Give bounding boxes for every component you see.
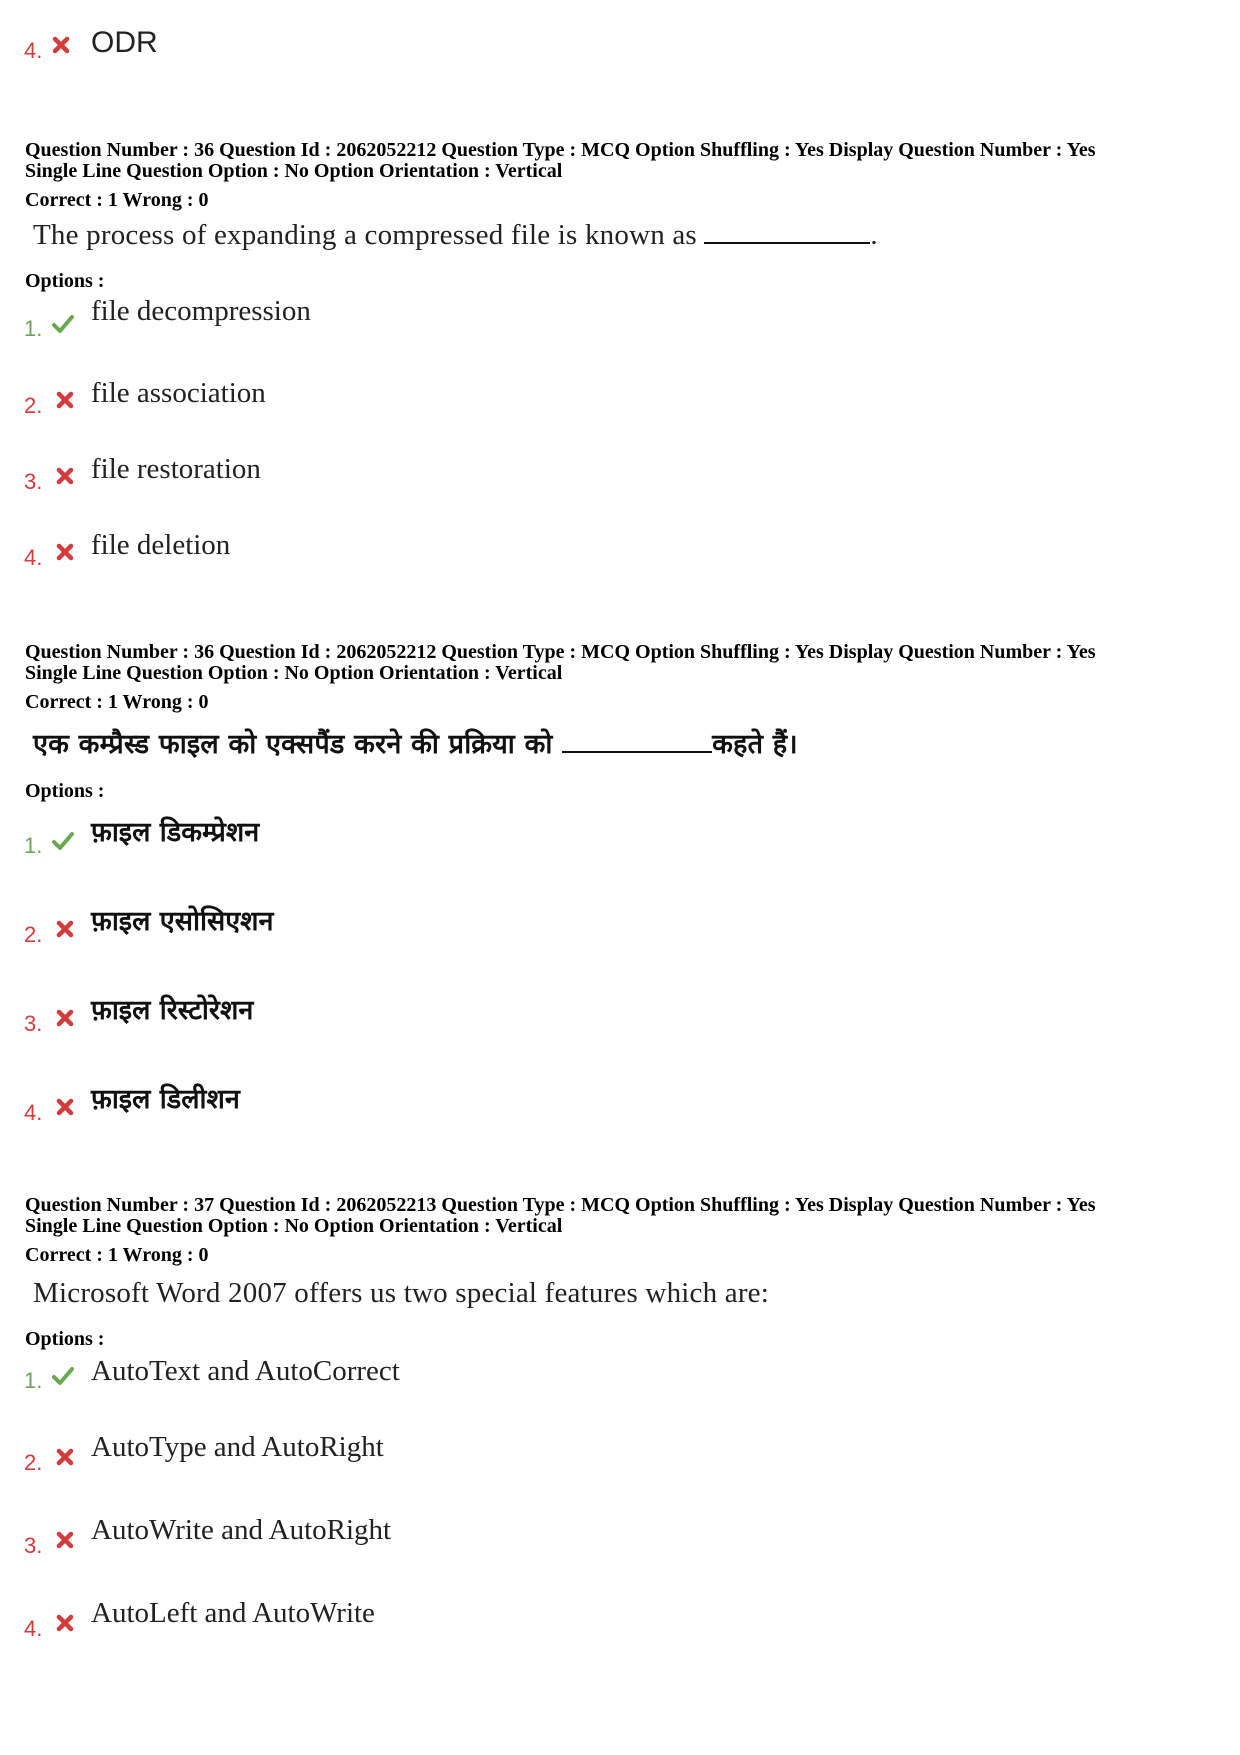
option-text: file association — [91, 377, 266, 409]
question-text-after: . — [870, 219, 878, 251]
question-meta-line1: Question Number : 36 Question Id : 2062052212 Question Type : MCQ Option Shuffling : Yes Display Question Number : Yes — [25, 641, 1096, 663]
option-number: 2. — [24, 393, 43, 418]
question-text-before: The process of expanding a compressed file is known as — [33, 219, 697, 251]
options-label: Options : — [25, 1328, 105, 1350]
option-number: 3. — [24, 1011, 43, 1036]
option-text: file decompression — [91, 295, 311, 327]
question-meta-line2: Single Line Question Option : No Option Orientation : Vertical — [25, 662, 563, 684]
option-text: AutoWrite and AutoRight — [91, 1514, 392, 1546]
option-number: 4. — [24, 1100, 43, 1125]
option-text: ODR — [91, 26, 158, 59]
wrong-cross-icon — [54, 1612, 76, 1634]
option-number: 1. — [24, 833, 43, 858]
question-marks: Correct : 1 Wrong : 0 — [25, 1244, 209, 1266]
option-number: 2. — [24, 922, 43, 947]
option-number: 4. — [24, 545, 43, 570]
question-meta-line2: Single Line Question Option : No Option Orientation : Vertical — [25, 1215, 563, 1237]
wrong-cross-icon — [54, 541, 76, 563]
wrong-cross-icon — [54, 389, 76, 411]
wrong-cross-icon — [50, 34, 72, 56]
option-text: फ़ाइल रिस्टोरेशन — [91, 995, 254, 1026]
option-text: file restoration — [91, 453, 261, 485]
option-number: 4. — [24, 38, 43, 63]
option-text: फ़ाइल डिलीशन — [91, 1084, 240, 1115]
option-text: file deletion — [91, 529, 231, 561]
question-marks: Correct : 1 Wrong : 0 — [25, 691, 209, 713]
option-number: 2. — [24, 1450, 43, 1475]
option-number: 1. — [24, 1368, 43, 1393]
question-meta-line1: Question Number : 36 Question Id : 2062052212 Question Type : MCQ Option Shuffling : Yes Display Question Number : Yes — [25, 139, 1096, 161]
correct-check-icon — [52, 830, 74, 852]
wrong-cross-icon — [54, 918, 76, 940]
wrong-cross-icon — [54, 1529, 76, 1551]
question-text — [33, 1277, 769, 1310]
question-text — [33, 724, 798, 761]
wrong-cross-icon — [54, 1096, 76, 1118]
answer-blank — [704, 218, 870, 244]
question-text-before: एक कम्प्रैस्ड फाइल को एक्सपैंड करने की प्रक्रिया को — [33, 729, 553, 760]
option-number: 3. — [24, 1533, 43, 1558]
options-label: Options : — [25, 270, 105, 292]
option-text: फ़ाइल एसोसिएशन — [91, 906, 274, 937]
correct-check-icon — [52, 1365, 74, 1387]
option-text: AutoLeft and AutoWrite — [91, 1597, 375, 1629]
question-marks: Correct : 1 Wrong : 0 — [25, 189, 209, 211]
question-text-after: कहते हैं। — [712, 729, 798, 760]
wrong-cross-icon — [54, 1007, 76, 1029]
question-meta-line2: Single Line Question Option : No Option Orientation : Vertical — [25, 160, 563, 182]
correct-check-icon — [52, 313, 74, 335]
options-label: Options : — [25, 780, 105, 802]
wrong-cross-icon — [54, 1446, 76, 1468]
option-text: फ़ाइल डिकम्प्रेशन — [91, 817, 260, 848]
option-number: 1. — [24, 316, 43, 341]
option-text: AutoText and AutoCorrect — [91, 1355, 400, 1387]
answer-blank — [562, 727, 712, 753]
question-text — [33, 218, 878, 252]
option-number: 4. — [24, 1616, 43, 1641]
question-meta-line1: Question Number : 37 Question Id : 2062052213 Question Type : MCQ Option Shuffling : Yes Display Question Number : Yes — [25, 1194, 1096, 1216]
option-text: AutoType and AutoRight — [91, 1431, 384, 1463]
question-text-before: Microsoft Word 2007 offers us two special features which are: — [33, 1277, 770, 1309]
wrong-cross-icon — [54, 465, 76, 487]
option-number: 3. — [24, 469, 43, 494]
